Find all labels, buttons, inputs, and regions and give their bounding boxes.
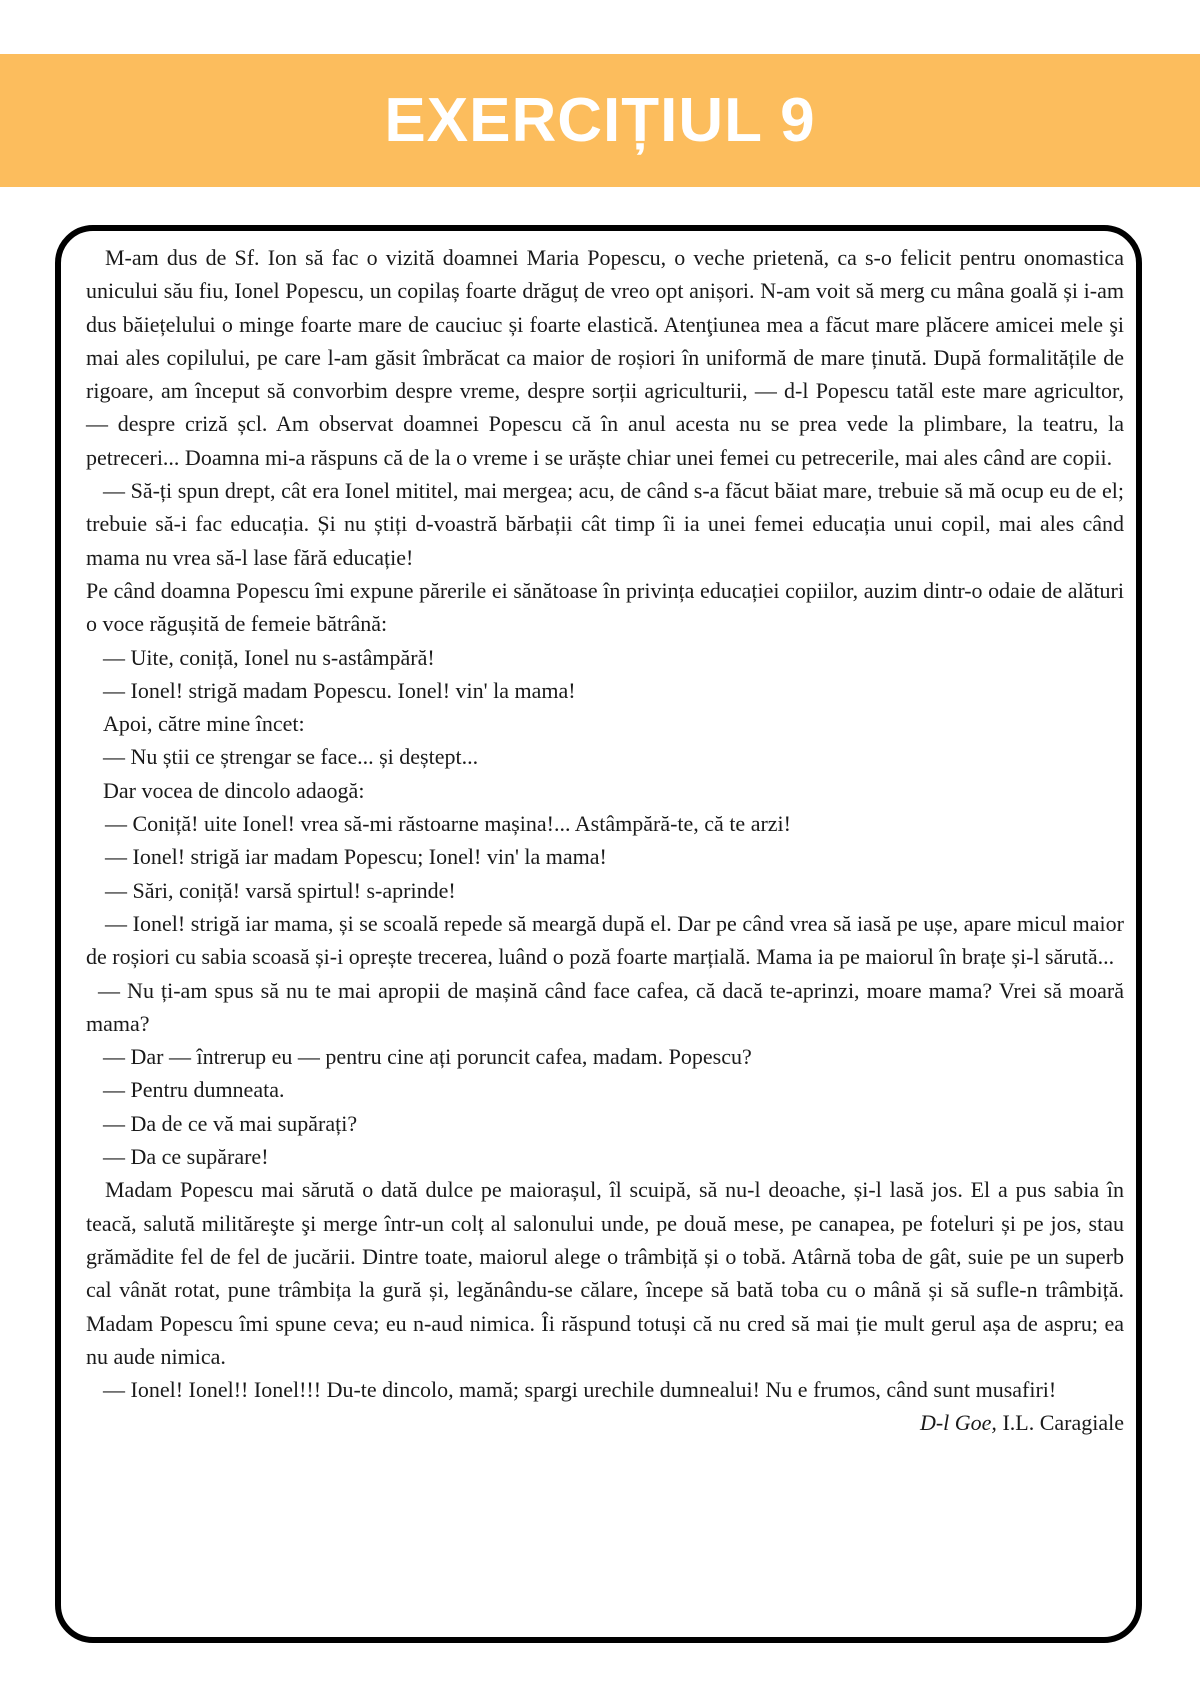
source-attribution xyxy=(86,1406,1124,1439)
dialogue-line: — Dar — întrerup eu — pentru cine ați poruncit cafea, madam. Popescu? xyxy=(103,1044,752,1070)
dialogue-line: — Sări, coniță! varsă spirtul! s-aprinde! xyxy=(105,877,456,903)
dialogue-line: — Da de ce vă mai supărați? xyxy=(103,1110,358,1136)
source-work-title: D-l Goe, xyxy=(919,1410,997,1436)
dialogue-line: — Ionel! strigă madam Popescu. Ionel! vin' la mama! xyxy=(103,677,576,703)
source-author: I.L. Caragiale xyxy=(996,1410,1124,1436)
story-paragraph: M-am dus de Sf. Ion să fac o vizită doamnei Maria Popescu, o veche prietenă, ca s-o felicit pentru onomastica unicului său fiu, Ionel Popescu, un copilaș foarte drăguț de vreo opt anișori. N-am voit să merg cu mâna goală și i-am dus băiețelului o minge foarte mare de cauciuc și foarte elastică. Atenţiunea mea a făcut mare plăcere amicei mele şi mai ales copilului, pe care l-am găsit îmbrăcat ca maior de roșiori în uniformă de mare ținută. După formalitățile de rigoare, am început să convorbim despre vreme, despre sorții agriculturii, — d-l Popescu tatăl este mare agricultor, — despre criză șcl. Am observat doamnei Popescu că în anul acesta nu se prea vede la plimbare, la teatru, la petreceri... Doamna mi-a răspuns că de la o vreme i se urăște chiar unei femei cu petrecerile, mai ales când are copii. xyxy=(86,245,1124,470)
dialogue-line: — Ionel! strigă iar madam Popescu; Ionel! vin' la mama! xyxy=(105,844,607,870)
narration-line: Apoi, către mine încet: xyxy=(103,711,305,737)
story-text-box xyxy=(55,225,1142,1643)
dialogue-line: — Nu știi ce ștrengar se face... și deștept... xyxy=(103,744,479,770)
narration-line: Dar vocea de dincolo adaogă: xyxy=(103,777,365,803)
story-text xyxy=(86,241,1124,1440)
dialogue-line: — Nu ți-am spus să nu te mai apropii de mașină când face cafea, că dacă te-aprinzi, moare mama? Vrei să moară mama? xyxy=(86,977,1124,1036)
story-paragraph: Madam Popescu mai sărută o dată dulce pe maiorașul, îl scuipă, să nu-l deoache, și-l lasă jos. El a pus sabia în teacă, salută milităreşte şi merge într-un colț al salonului unde, pe două mese, pe canapea, pe foteluri și pe jos, stau grămădite fel de fel de jucării. Dintre toate, maiorul alege o trâmbiță și o tobă. Atârnă toba de gât, suie pe un superb cal vânăt rotat, pune trâmbița la gură și, legănându-se călare, începe să bată toba cu o mână și să sufle-n trâmbiță. Madam Popescu îmi spune ceva; eu n-aud nimica. Îi răspund totuși că nu cred să mai ție mult gerul așa de aspru; ea nu aude nimica. xyxy=(86,1177,1124,1369)
story-paragraph: Pe când doamna Popescu îmi expune părerile ei sănătoase în privința educației copiilor, auzim dintr-o odaie de alături o voce răgușită de femeie bătrână: xyxy=(86,577,1124,637)
story-paragraph: — Să-ți spun drept, cât era Ionel mititel, mai mergea; acu, de când s-a făcut băiat mare, trebuie să mă ocup eu de el; trebuie să-i fac educația. Și nu știți d-voastră bărbații cât timp îi ia unei femei educația unui copil, mai ales când mama nu vrea să-l lase fără educație! xyxy=(86,478,1124,570)
dialogue-line: — Da ce supărare! xyxy=(103,1144,269,1170)
dialogue-line: — Pentru dumneata. xyxy=(103,1077,285,1103)
exercise-title: EXERCIȚIUL 9 xyxy=(384,86,816,155)
story-paragraph: — Ionel! strigă iar mama, și se scoală repede să meargă după el. Dar pe când vrea să iasă pe ușe, apare micul maior de roșiori cu sabia scoasă și-i oprește trecerea, luând o poză foarte marțială. Mama ia pe maiorul în brațe și-l sărută... xyxy=(86,910,1124,970)
dialogue-line: — Ionel! Ionel!! Ionel!!! Du-te dincolo, mamă; spargi urechile dumnealui! Nu e frumos, când sunt musafiri! xyxy=(103,1377,1057,1403)
dialogue-line: — Uite, coniță, Ionel nu s-astâmpără! xyxy=(103,644,435,670)
header-banner xyxy=(0,54,1200,187)
dialogue-line: — Coniță! uite Ionel! vrea să-mi răstoarne mașina!... Astâmpără-te, că te arzi! xyxy=(105,811,791,837)
